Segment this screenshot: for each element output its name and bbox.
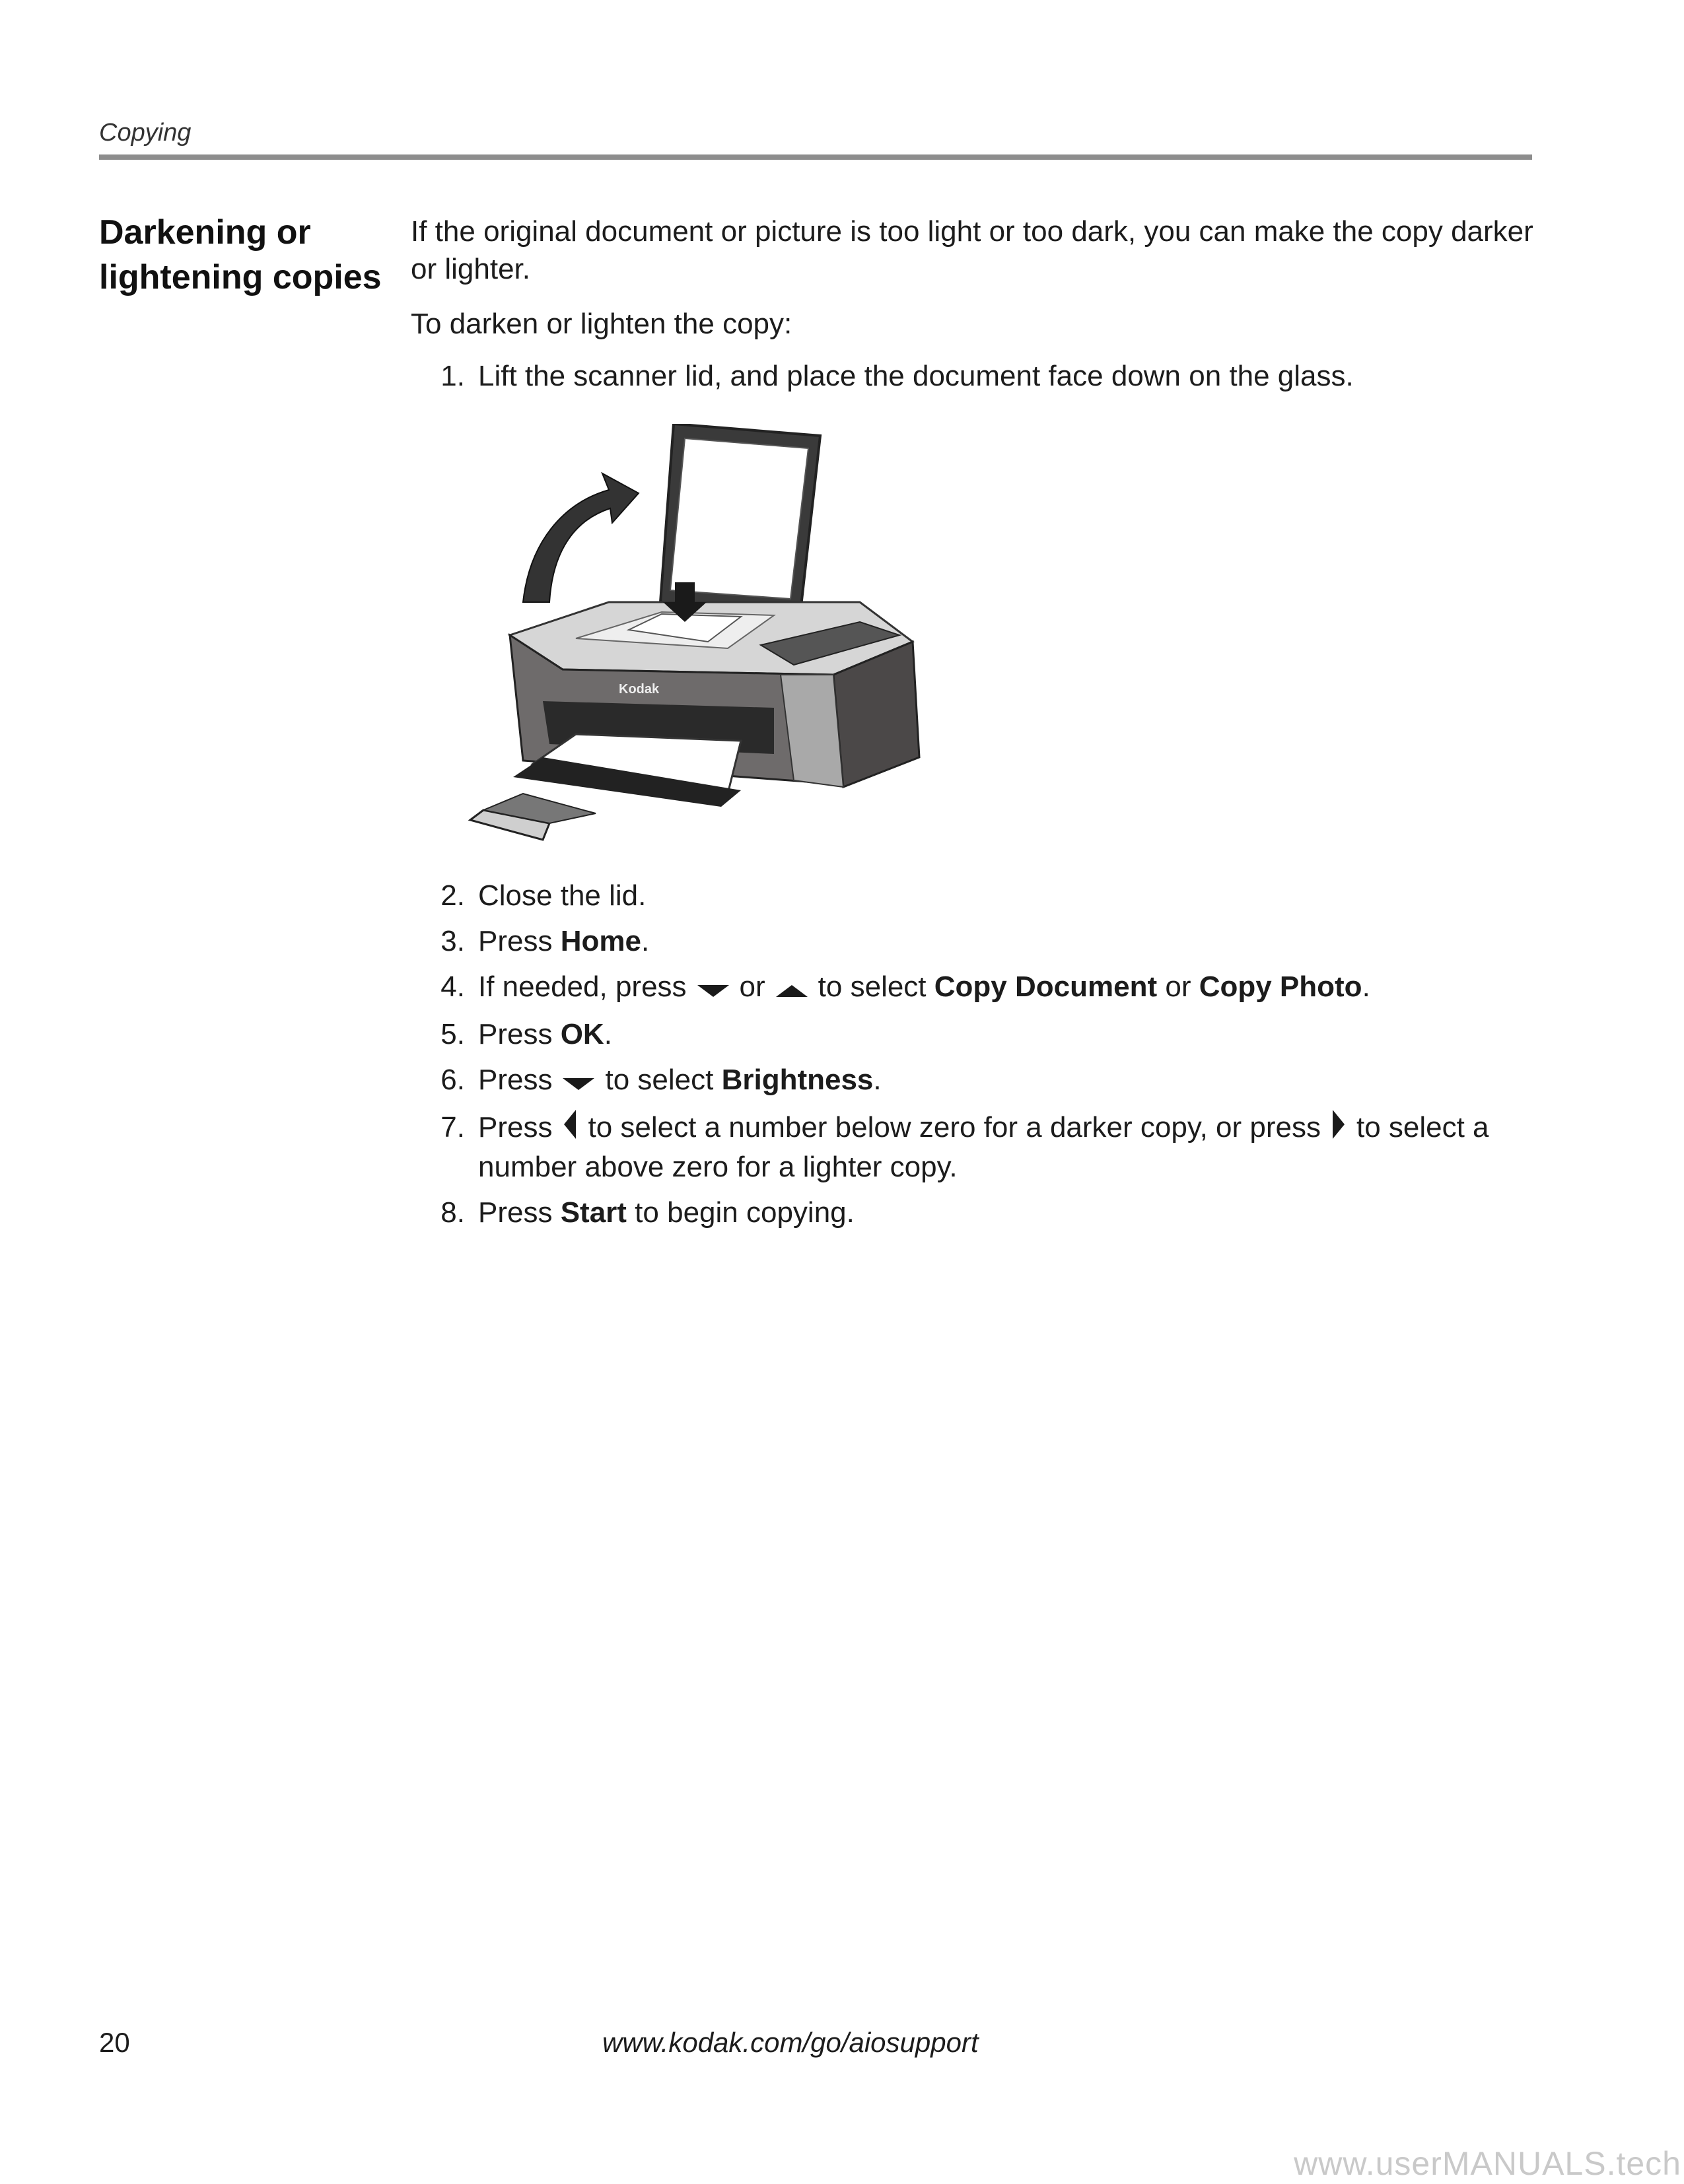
step-3 <box>411 922 1533 960</box>
step-text: . <box>873 1063 882 1096</box>
step-4 <box>411 968 1533 1007</box>
step-number: 2. <box>440 879 465 912</box>
step-6 <box>411 1061 1533 1101</box>
step-text: Lift the scanner lid, and place the document face down on the glass. <box>478 360 1354 392</box>
step-text: . <box>641 925 650 957</box>
menu-item-brightness: Brightness <box>721 1063 874 1096</box>
step-text: Close the lid. <box>478 879 647 912</box>
left-arrow-icon <box>563 1110 577 1148</box>
right-arrow-icon <box>1331 1110 1346 1148</box>
step-text: Press <box>478 1017 561 1050</box>
brand-label: Kodak <box>619 682 660 697</box>
section-title-line2: lightening copies <box>99 258 382 296</box>
step-text: or <box>1157 971 1199 1003</box>
running-header: Copying <box>99 119 192 147</box>
step-text: or <box>739 971 765 1003</box>
step-text: Press <box>478 925 561 957</box>
step-text: Press <box>478 1063 553 1096</box>
step-text: to select <box>605 1063 722 1096</box>
step-number: 6. <box>440 1063 465 1096</box>
step-number: 8. <box>440 1196 465 1229</box>
step-text: Press <box>478 1196 561 1229</box>
step-text: to select <box>818 971 934 1003</box>
step-2 <box>411 877 1533 914</box>
header-rule <box>99 154 1532 160</box>
page-number: 20 <box>99 2027 130 2058</box>
step-text: to begin copying. <box>626 1196 855 1229</box>
section-title <box>99 210 390 300</box>
step-7 <box>411 1109 1533 1186</box>
watermark: www.userMANUALS.tech <box>1294 2145 1681 2182</box>
step-text: If needed, press <box>478 971 687 1003</box>
down-arrow-icon <box>563 1063 594 1101</box>
step-number: 4. <box>440 971 465 1003</box>
step-text: to select a number below zero for a darker copy, or press <box>588 1110 1321 1143</box>
printer-illustration <box>464 424 965 860</box>
lead-paragraph: To darken or lighten the copy: <box>411 308 792 340</box>
step-number: 1. <box>440 360 465 392</box>
step-8 <box>411 1194 1533 1231</box>
menu-item-copy-photo: Copy Photo <box>1199 971 1362 1003</box>
step-1 <box>411 357 1533 395</box>
step-text: to select a number above zero for a lighter copy. <box>478 1110 1489 1184</box>
step-number: 3. <box>440 925 465 957</box>
button-name-ok: OK <box>560 1017 604 1050</box>
up-arrow-icon <box>776 970 808 1007</box>
step-5 <box>411 1015 1533 1053</box>
step-text: Press <box>478 1110 553 1143</box>
step-number: 5. <box>440 1017 465 1050</box>
section-title-line1: Darkening or <box>99 213 311 252</box>
down-arrow-icon <box>697 970 729 1007</box>
menu-item-copy-document: Copy Document <box>934 971 1158 1003</box>
step-text: . <box>604 1017 612 1050</box>
step-text: . <box>1362 971 1370 1003</box>
body-column <box>411 213 1533 1239</box>
footer-url: www.kodak.com/go/aiosupport <box>602 2027 979 2058</box>
button-name-start: Start <box>560 1196 627 1229</box>
step-number: 7. <box>440 1110 465 1143</box>
button-name-home: Home <box>560 925 641 957</box>
intro-paragraph: If the original document or picture is too light or too dark, you can make the copy darker or lighter. <box>411 215 1533 285</box>
